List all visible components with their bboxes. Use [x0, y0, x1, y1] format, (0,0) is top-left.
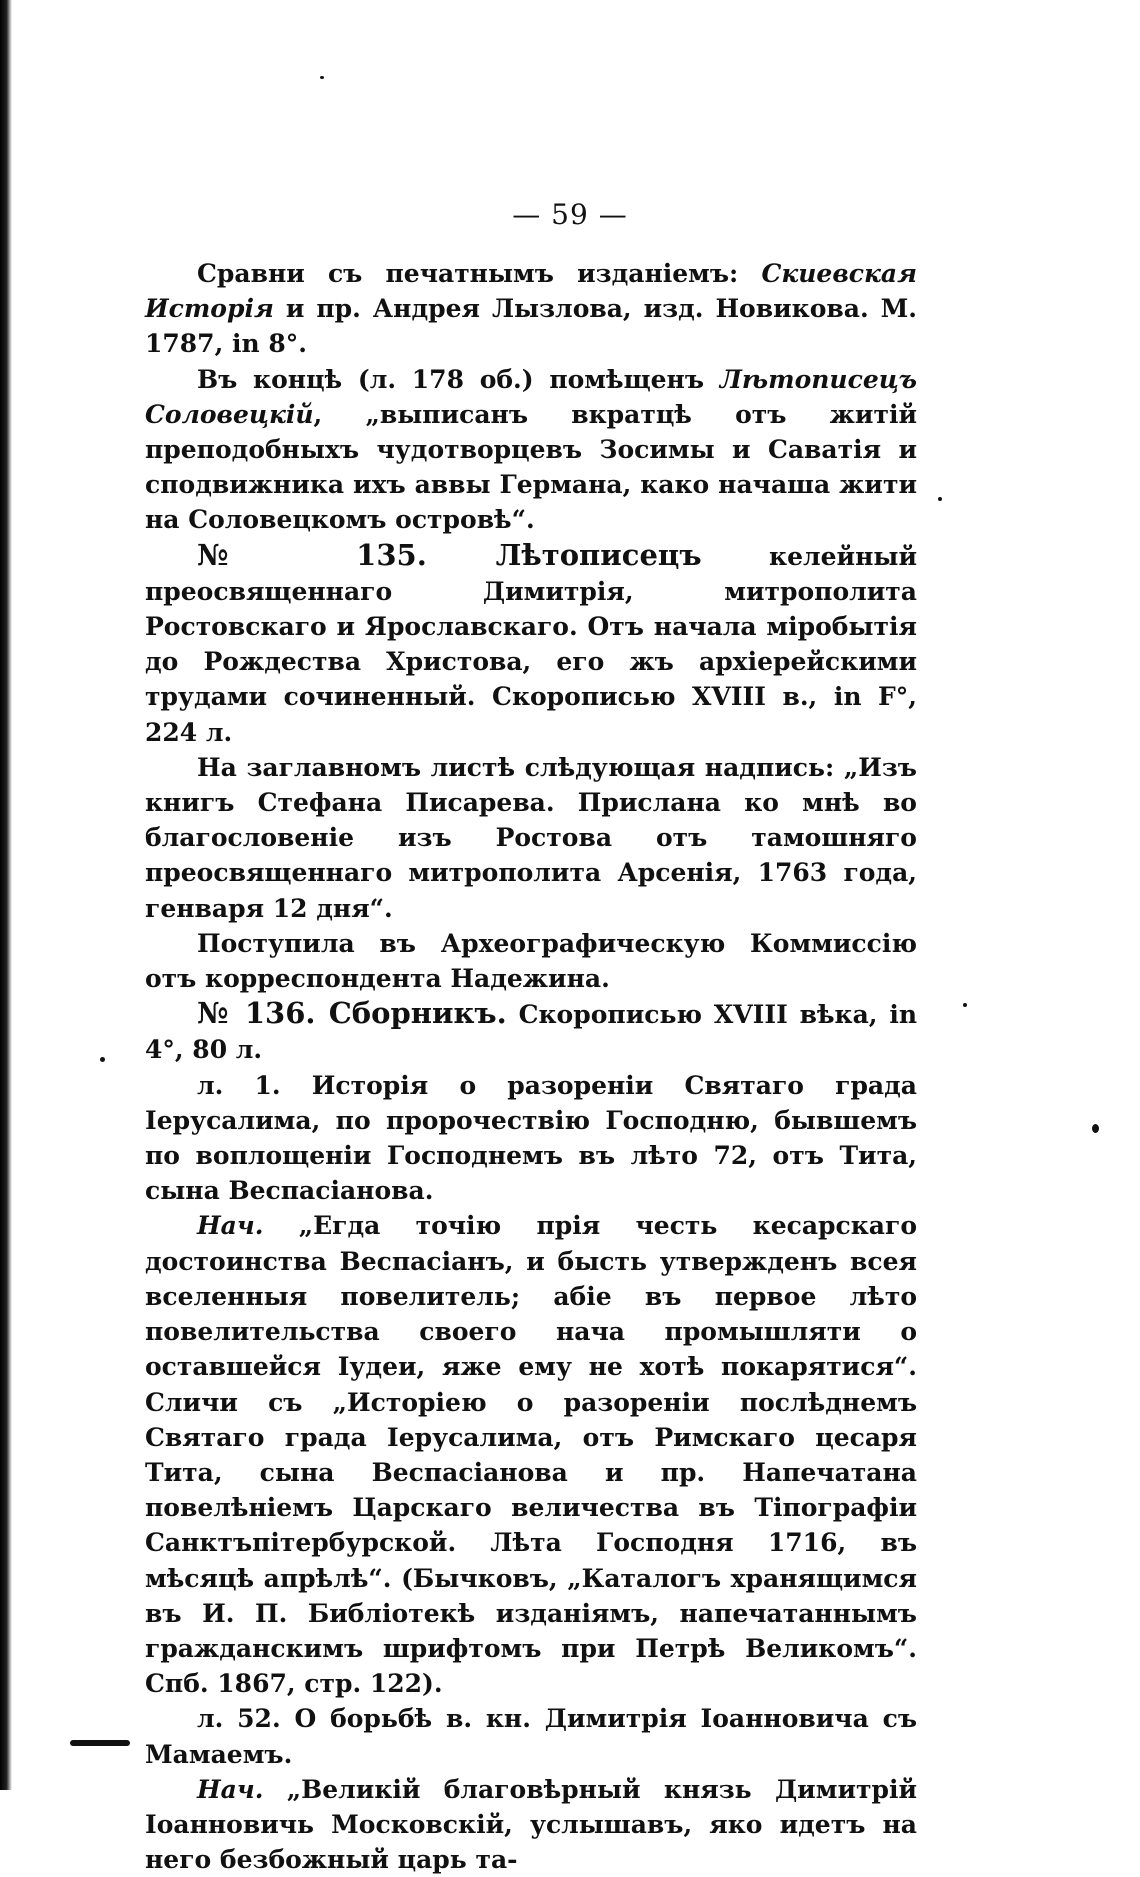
ink-speck [70, 1740, 130, 1746]
text-run: келейный преосвященнаго Димитрія, митрополита Ростовскаго и Ярославскаго. Отъ начала міробытія до Рождества Христова, его жъ архіерейскими трудами сочиненный. Скорописью XVIII в., in F°, 224 л. [145, 541, 917, 747]
paragraph [145, 1701, 917, 1771]
text-run: Въ концѣ (л. 178 об.) помѣщенъ [197, 364, 720, 394]
text-run: Поступила въ Археографическую Коммиссію отъ корреспондента Надежина. [145, 928, 917, 994]
text-run: „Егда точію прія честь кесарскаго достоинства Веспасіанъ, и бысть утвержденъ всея вселенныя повелитель; абіе въ первое лѣто повелительства своего нача промышляти о оставшейся Іудеи, яже ему не хотѣ покарятися“. Сличи съ „Исторіею о разореніи послѣднемъ Святаго града Іерусалима, отъ Римскаго цесаря Тита, сына Веспасіанова и пр. Напечатана повелѣніемъ Царскаго величества въ Тіпографіи Санктъпітербурской. Лѣта Господня 1716, въ мѣсяцѣ апрѣлѣ“. (Бычковъ, „Каталогъ хранящимся въ И. П. Библіотекѣ изданіямъ, напечатаннымъ гражданскимъ шрифтомъ при Петрѣ Великомъ“. Спб. 1867, стр. 122). [145, 1211, 917, 1699]
catalog-entry-136 [145, 996, 917, 1067]
text-run: Сравни съ печатнымъ изданіемъ: [197, 259, 762, 288]
text-run: л. 52. О борьбѣ в. кн. Димитрія Іоанновича съ Мамаемъ. [145, 1704, 917, 1769]
ink-speck [963, 1003, 967, 1007]
paragraph [145, 926, 917, 996]
text-run: Скорописью XVIII вѣка, in 4°, 80 л. [145, 1000, 917, 1065]
text-run: , „выписанъ вкратцѣ отъ житій преподобныхъ чудотворцевъ Зосимы и Саватія и сподвижника ихъ аввы Германа, како начаша жити на Соловецкомъ островѣ“. [145, 399, 917, 535]
text-run: „Великій благовѣрный князь Димитрій Іоанновичь Московскій, услышавъ, яко идетъ на него безбожный царь та- [145, 1774, 917, 1875]
entry-heading: № 136. Сборникъ. [197, 996, 507, 1031]
ink-speck [100, 1057, 105, 1062]
paragraph [145, 1772, 917, 1877]
paragraph [145, 1068, 917, 1209]
page-number: — 59 — [512, 198, 628, 231]
ink-speck [938, 497, 942, 501]
ink-speck [320, 76, 324, 79]
text-run: На заглавномъ листѣ слѣдующая надпись: „Изъ книгъ Стефана Писарева. Прислана ко мнѣ во благословеніе изъ Ростова отъ тамошняго преосвященнаго митрополита Арсенія, 1763 года, генваря 12 дня“. [145, 752, 917, 923]
entry-heading: № 135. Лѣтописецъ [197, 537, 702, 572]
binding-edge [0, 0, 12, 1790]
paragraph [145, 1208, 917, 1701]
text-run: л. 1. Исторія о разореніи Святаго града Іерусалима, по пророчествію Господню, бывшемъ по воплощеніи Господнемъ въ лѣто 72, отъ Тита, сына Веспасіанова. [145, 1070, 917, 1206]
italic-label: Нач. [197, 1774, 264, 1804]
paragraph [145, 362, 917, 538]
paragraph [145, 750, 917, 926]
text-block [145, 256, 917, 1877]
catalog-entry-135 [145, 538, 917, 750]
text-run: и пр. Андрея Лызлова, изд. Новикова. М. 1787, in 8°. [145, 294, 917, 359]
paragraph [145, 256, 917, 362]
italic-label: Нач. [197, 1211, 264, 1241]
ink-speck [1092, 1124, 1099, 1133]
italic-title: Скиевская Исторія [145, 259, 917, 324]
italic-title: Лѣтописецъ Соловецкій [145, 364, 917, 429]
